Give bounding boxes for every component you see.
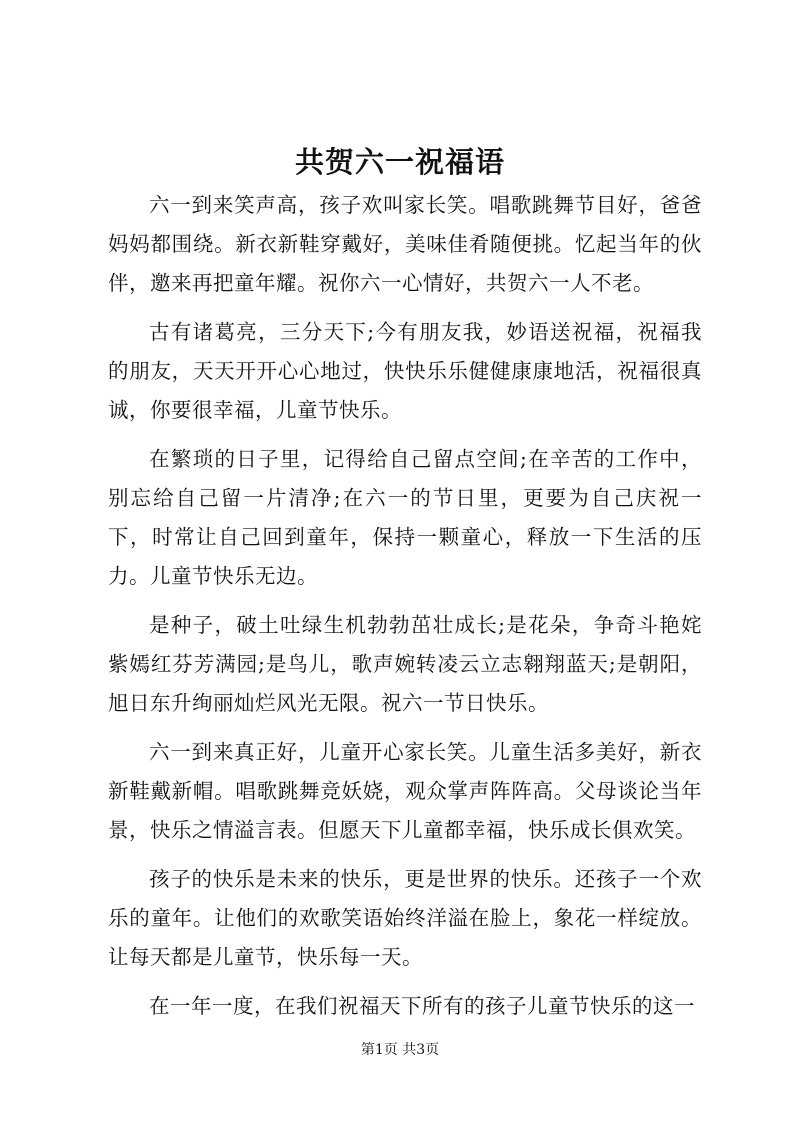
paragraph-4: 是种子，破土吐绿生机勃勃茁壮成长;是花朵，争奇斗艳姹紫嫣红芬芳满园;是鸟儿，歌声婉转凌云立志翱翔蓝天;是朝阳，旭日东升绚丽灿烂风光无限。祝六一节日快乐。 xyxy=(108,613,702,715)
paragraph-3: 在繁琐的日子里，记得给自己留点空间;在辛苦的工作中，别忘给自己留一片清净;在六一的节日里，更要为自己庆祝一下，时常让自己回到童年，保持一颗童心，释放一下生活的压力。儿童节快乐无边。 xyxy=(108,447,702,588)
paragraph-2: 古有诸葛亮，三分天下;今有朋友我，妙语送祝福，祝福我的朋友，天天开开心心地过，快快乐乐健健康康地活，祝福很真诚，你要很幸福，儿童节快乐。 xyxy=(108,320,702,422)
paragraph-1: 六一到来笑声高，孩子欢叫家长笑。唱歌跳舞节目好，爸爸妈妈都围绕。新衣新鞋穿戴好，美味佳肴随便挑。忆起当年的伙伴，邀来再把童年耀。祝你六一心情好，共贺六一人不老。 xyxy=(108,193,702,295)
page-number-footer: 第1页 共3页 xyxy=(360,1042,440,1058)
document-title: 共贺六一祝福语 xyxy=(294,145,505,179)
paragraph-7: 在一年一度，在我们祝福天下所有的孩子儿童节快乐的这一 xyxy=(149,994,695,1018)
paragraph-5: 六一到来真正好，儿童开心家长笑。儿童生活多美好，新衣新鞋戴新帽。唱歌跳舞竞妖娆，观众掌声阵阵高。父母谈论当年景，快乐之情溢言表。但愿天下儿童都幸福，快乐成长俱欢笑。 xyxy=(108,740,702,842)
document-body xyxy=(108,186,702,1036)
paragraph-6: 孩子的快乐是未来的快乐，更是世界的快乐。还孩子一个欢乐的童年。让他们的欢歌笑语始终洋溢在脸上，象花一样绽放。让每天都是儿童节，快乐每一天。 xyxy=(108,867,702,969)
